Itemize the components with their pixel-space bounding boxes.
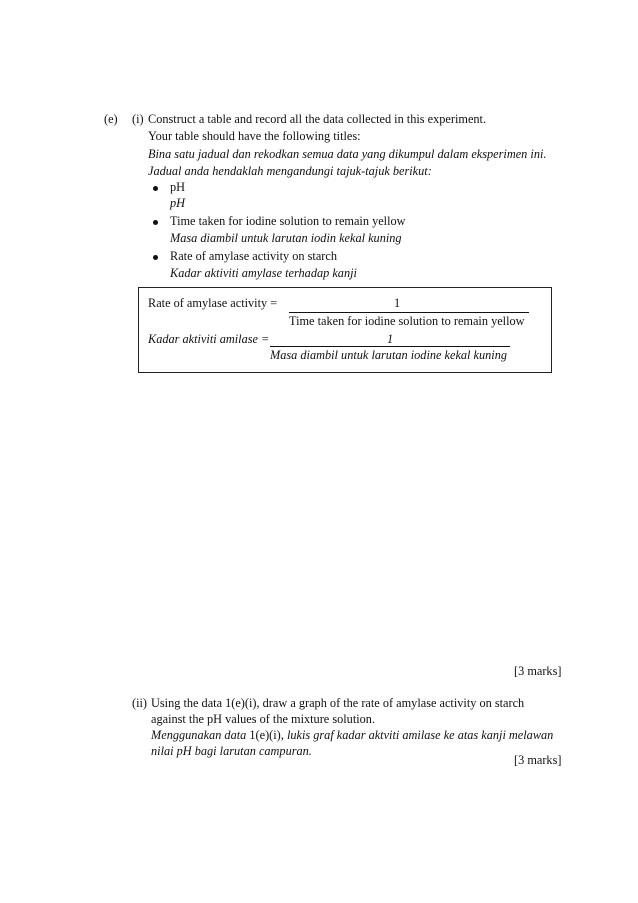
formula-lhs-ms: Kadar aktiviti amilase = bbox=[148, 332, 270, 346]
sub-ii-line4-malay: nilai pH bagi larutan campuran. bbox=[151, 744, 312, 758]
formula-denominator-ms: Masa diambil untuk larutan iodine kekal kuning bbox=[270, 348, 508, 362]
bullet-icon bbox=[153, 255, 158, 260]
bullet-icon bbox=[153, 220, 158, 225]
formula-numerator-ms: 1 bbox=[387, 332, 394, 346]
sub-i-line3-malay: Bina satu jadual dan rekodkan semua data yang dikumpul dalam eksperimen ini. bbox=[148, 147, 547, 161]
sub-ii-line2: against the pH values of the mixture solution. bbox=[151, 712, 376, 726]
title-item-en: Time taken for iodine solution to remain yellow bbox=[170, 214, 406, 228]
sub-i-line4-malay: Jadual anda hendaklah mengandungi tajuk-tajuk berikut: bbox=[148, 164, 432, 178]
formula-lhs-en: Rate of amylase activity = bbox=[148, 296, 278, 310]
sub-ii-line3-prefix: Menggunakan data bbox=[151, 728, 247, 742]
sub-ii-marks: [3 marks] bbox=[514, 753, 562, 767]
sub-ii-line3-suffix: lukis graf kadar aktviti amilase ke atas kanji melawan bbox=[286, 728, 554, 742]
formula-numerator-en: 1 bbox=[394, 296, 401, 310]
fraction-bar-ms bbox=[270, 346, 510, 347]
sub-i-marks: [3 marks] bbox=[514, 664, 562, 678]
sub-i-label: (i) bbox=[132, 112, 144, 126]
sub-ii-line3-ref: 1(e)(i), bbox=[249, 728, 284, 742]
bullet-icon bbox=[153, 186, 158, 191]
title-item-ms: Masa diambil untuk larutan iodin kekal kuning bbox=[170, 231, 402, 245]
formula-denominator-en: Time taken for iodine solution to remain yellow bbox=[289, 314, 525, 328]
title-item-en: Rate of amylase activity on starch bbox=[170, 249, 337, 263]
sub-i-line1: Construct a table and record all the data collected in this experiment. bbox=[148, 112, 487, 126]
sub-i-line2: Your table should have the following titles: bbox=[148, 129, 361, 143]
fraction-bar-en bbox=[289, 312, 529, 313]
title-item-ms: pH bbox=[170, 196, 186, 210]
sub-ii-line3-malay bbox=[151, 728, 553, 743]
title-item-en: pH bbox=[170, 180, 186, 194]
sub-ii-line1: Using the data 1(e)(i), draw a graph of the rate of amylase activity on starch bbox=[151, 696, 525, 710]
sub-ii-label: (ii) bbox=[132, 696, 148, 710]
part-label: (e) bbox=[104, 112, 118, 126]
title-item-ms: Kadar aktiviti amylase terhadap kanji bbox=[170, 266, 357, 280]
